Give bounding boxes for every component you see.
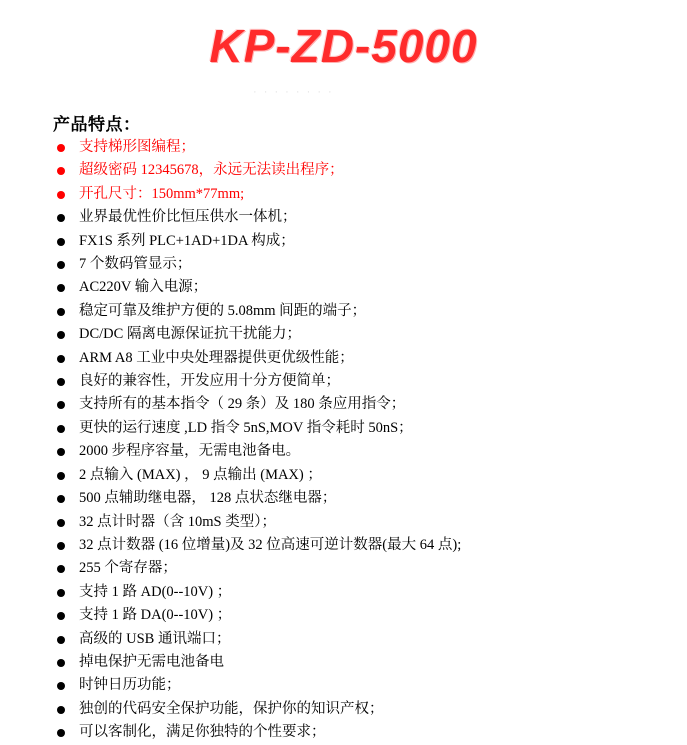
section-heading-product-features: 产品特点：: [53, 115, 141, 134]
feature-list-item: [53, 230, 653, 253]
bullet-icon: [57, 659, 65, 667]
feature-list: [53, 136, 653, 745]
feature-text: 时钟日历功能；: [79, 677, 181, 694]
feature-text: 超级密码 12345678，永远无法读出程序；: [79, 162, 344, 179]
feature-text: 32 点计数器 (16 位增量)及 32 位高速可逆计数器(最大 64 点);: [79, 536, 462, 553]
feature-list-item: [53, 721, 653, 744]
feature-list-item: [53, 581, 653, 604]
bullet-icon: [57, 214, 65, 222]
bullet-icon: [57, 425, 65, 433]
feature-text: 32 点计时器（含 10mS 类型）；: [79, 513, 276, 530]
bullet-icon: [57, 589, 65, 597]
bullet-icon: [57, 729, 65, 737]
feature-list-item: [53, 698, 653, 721]
feature-text: 2 点输入 (MAX) ， 9 点输出 (MAX) ；: [79, 466, 322, 483]
bullet-icon: [57, 682, 65, 690]
bullet-icon: [57, 308, 65, 316]
feature-list-item: [53, 487, 653, 510]
feature-text: DC/DC 隔离电源保证抗干扰能力；: [79, 326, 301, 343]
bullet-icon: [57, 144, 65, 152]
feature-text: 更快的运行速度 ,LD 指令 5nS,MOV 指令耗时 50nS；: [79, 419, 413, 436]
feature-list-item: [53, 159, 653, 182]
bullet-icon: [57, 519, 65, 527]
feature-list-item: [53, 183, 653, 206]
feature-text: 支持 1 路 DA(0--10V) ；: [79, 607, 232, 624]
feature-text: 500 点辅助继电器， 128 点状态继电器；: [79, 490, 337, 507]
feature-text: 255 个寄存器；: [79, 560, 177, 577]
feature-text: AC220V 输入电源；: [79, 279, 208, 296]
feature-list-item: [53, 628, 653, 651]
feature-text: 支持梯形图编程；: [79, 139, 195, 155]
bullet-icon: [57, 261, 65, 269]
feature-text: 掉电保护无需电池备电: [79, 653, 224, 670]
bullet-icon: [57, 472, 65, 480]
feature-list-item: [53, 511, 653, 534]
feature-text: 可以客制化，满足你独特的个性要求；: [79, 724, 326, 741]
bullet-icon: [57, 355, 65, 363]
feature-list-item: [53, 347, 653, 370]
feature-text: 支持 1 路 AD(0--10V) ；: [79, 583, 232, 600]
feature-list-item: [53, 464, 653, 487]
feature-text: 稳定可靠及维护方便的 5.08mm 间距的端子；: [79, 302, 367, 319]
feature-text: FX1S 系列 PLC+1AD+1DA 构成；: [79, 232, 295, 249]
feature-text: ARM A8 工业中央处理器提供更优级性能；: [79, 349, 354, 366]
feature-list-item: [53, 253, 653, 276]
bullet-icon: [57, 495, 65, 503]
feature-text: 开孔尺寸：150mm*77mm;: [79, 185, 245, 202]
bullet-icon: [57, 706, 65, 714]
bullet-icon: [57, 612, 65, 620]
feature-text: 2000 步程序容量，无需电池备电。: [79, 443, 301, 460]
feature-list-item: [53, 440, 653, 463]
feature-list-item: [53, 651, 653, 674]
feature-list-item: [53, 557, 653, 580]
faint-watermark-text: · · · · · · · ·: [253, 86, 334, 98]
feature-text: 独创的代码安全保护功能，保护你的知识产权；: [79, 700, 384, 717]
bullet-icon: [57, 331, 65, 339]
feature-list-item: [53, 323, 653, 346]
product-title: KP-ZD-5000: [209, 20, 478, 72]
feature-list-item: [53, 417, 653, 440]
feature-list-item: [53, 206, 653, 229]
feature-list-item: [53, 393, 653, 416]
bullet-icon: [57, 401, 65, 409]
feature-list-item: [53, 276, 653, 299]
feature-text: 支持所有的基本指令（ 29 条）及 180 条应用指令；: [79, 396, 406, 413]
bullet-icon: [57, 238, 65, 246]
bullet-icon: [57, 284, 65, 292]
feature-list-item: [53, 674, 653, 697]
feature-text: 高级的 USB 通讯端口；: [79, 630, 231, 647]
feature-list-item: [53, 370, 653, 393]
bullet-icon: [57, 636, 65, 644]
bullet-icon: [57, 378, 65, 386]
bullet-icon: [57, 167, 65, 175]
feature-list-item: [53, 604, 653, 627]
feature-list-item: [53, 136, 653, 159]
feature-text: 业界最优性价比恒压供水一体机；: [79, 209, 297, 226]
feature-list-item: [53, 300, 653, 323]
feature-text: 7 个数码管显示；: [79, 256, 192, 273]
feature-list-item: [53, 534, 653, 557]
bullet-icon: [57, 448, 65, 456]
bullet-icon: [57, 565, 65, 573]
feature-text: 良好的兼容性，开发应用十分方便简单；: [79, 373, 340, 390]
bullet-icon: [57, 191, 65, 199]
bullet-icon: [57, 542, 65, 550]
